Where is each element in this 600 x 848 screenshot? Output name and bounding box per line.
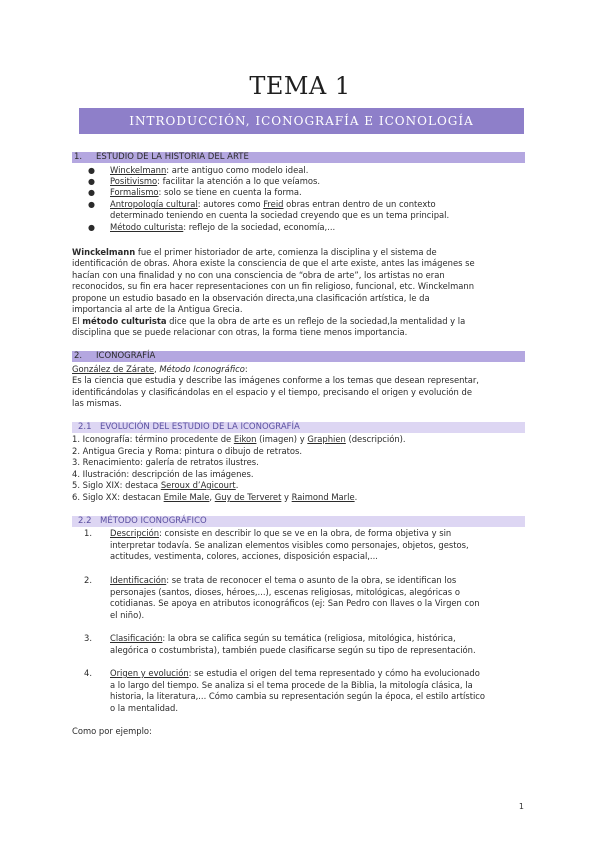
- list-item: 1. Iconografía: término procedente de Eikon (imagen) y Graphien (descripción).: [72, 434, 406, 444]
- page-number: 1: [518, 802, 524, 811]
- method-step-line: cotidianas. Se apoya en atributos iconográficos (ej: San Pedro con llaves o la Virgen con: [110, 598, 480, 608]
- bullet-icon: ●: [88, 166, 95, 175]
- list-item: Positivismo: facilitar la atención a lo que veíamos.: [110, 176, 321, 186]
- list-number: 3.: [84, 633, 92, 643]
- paragraph-line: reconocidos, su fin era hacer representaciones con un fin religioso, funcional, etc. Winckelmann: [72, 281, 475, 291]
- list-item: 4. Ilustración: descripción de las imágenes.: [72, 469, 254, 479]
- list-item: Método culturista: reflejo de la sociedad, economía,...: [110, 222, 336, 232]
- bullet-icon: ●: [88, 200, 95, 209]
- list-item: 3. Renacimiento: galería de retratos ilustres.: [72, 457, 259, 467]
- section-title: ESTUDIO DE LA HISTORIA DEL ARTE: [96, 152, 249, 162]
- section-number: 2.1: [78, 422, 92, 432]
- section-title: EVOLUCIÓN DEL ESTUDIO DE LA ICONOGRAFÍA: [100, 422, 300, 432]
- method-step: Identificación: se trata de reconocer el tema o asunto de la obra, se identifican los: [110, 575, 457, 585]
- section-title: ICONOGRAFÍA: [96, 351, 156, 361]
- method-step: Clasificación: la obra se califica según su temática (religiosa, mitológica, histórica,: [110, 633, 456, 643]
- paragraph-line: hacían con una finalidad y no con una consciencia de “obra de arte”, los artistas no eran: [72, 270, 445, 280]
- list-item: 5. Siglo XIX: destaca Seroux d’Agicourt.: [72, 480, 239, 490]
- paragraph-line: Es la ciencia que estudia y describe las imágenes conforme a los temas que desean representar,: [72, 375, 479, 385]
- section-1-heading: [72, 152, 525, 163]
- list-number: 4.: [84, 668, 92, 678]
- method-step-line: historia, la literatura,... Cómo cambia su representación según la época, el estilo artístico: [110, 691, 486, 701]
- banner-text: INTRODUCCIÓN, ICONOGRAFÍA E ICONOLOGÍA: [129, 114, 474, 128]
- method-step-line: alegórica o costumbrista), también puede clasificarse según su tipo de representación.: [110, 645, 476, 655]
- bullet-icon: ●: [88, 177, 95, 186]
- section-number: 1.: [74, 152, 83, 162]
- method-step: Descripción: consiste en describir lo que se ve en la obra, de forma objetiva y sin: [110, 528, 452, 538]
- list-item: Formalismo: solo se tiene en cuenta la forma.: [110, 187, 302, 197]
- method-step-line: interpretar todavía. Se analizan elementos visibles como personajes, objetos, gestos,: [110, 540, 469, 550]
- section-2-heading: [72, 351, 525, 362]
- section-2-2-heading: [72, 516, 525, 527]
- bullet-icon: ●: [88, 223, 95, 232]
- paragraph-line: propone un estudio basado en la observación directa,una clasificación artística, le da: [72, 293, 430, 303]
- method-step-line: a lo largo del tiempo. Se analiza si el tema procede de la Biblia, la mitología clásica, la: [110, 680, 473, 690]
- section-number: 2.: [74, 351, 83, 361]
- list-item: 2. Antigua Grecia y Roma: pintura o dibujo de retratos.: [72, 446, 303, 456]
- paragraph-line: importancia al arte de la Antigua Grecia.: [72, 304, 243, 314]
- method-step-line: el niño).: [110, 610, 145, 620]
- bullet-icon: ●: [88, 188, 95, 197]
- closing-text: Como por ejemplo:: [72, 726, 152, 736]
- method-step-line: actitudes, vestimenta, colores, acciones, disposición espacial,...: [110, 551, 378, 561]
- list-number: 1.: [84, 528, 92, 538]
- list-number: 2.: [84, 575, 92, 585]
- title-banner: [79, 108, 524, 134]
- paragraph-line: disciplina que se puede relacionar con otras, la forma tiene menos importancia.: [72, 327, 408, 337]
- list-item: 6. Siglo XX: destacan Emile Male, Guy de Terveret y Raimond Marle.: [72, 492, 358, 502]
- section-title: MÉTODO ICONOGRÁFICO: [100, 516, 207, 526]
- method-step-line: personajes (santos, dioses, héroes,...), escenas religiosas, mitológicas, alegóricas o: [110, 587, 460, 597]
- method-step: Origen y evolución: se estudia el origen del tema representado y cómo ha evolucionado: [110, 668, 480, 678]
- paragraph-line: identificación de obras. Ahora existe la consciencia de que el arte existe, antes las imágenes se: [72, 258, 475, 268]
- method-step-line: o la mentalidad.: [110, 703, 179, 713]
- paragraph-line: Winckelmann fue el primer historiador de arte, comienza la disciplina y el sistema de: [72, 247, 437, 257]
- list-item-continuation: determinado teniendo en cuenta la sociedad creyendo que es un tema principal.: [110, 210, 450, 220]
- list-item: Winckelmann: arte antiguo como modelo ideal.: [110, 165, 309, 175]
- list-item: Antropología cultural: autores como Freid obras entran dentro de un contexto: [110, 199, 436, 209]
- paragraph-line: identificándolas y clasificándolas en el espacio y el tiempo, precisando el origen y evolución de: [72, 387, 472, 397]
- document-title: TEMA 1: [249, 72, 351, 100]
- source-citation: González de Zárate, Método Iconográfico:: [72, 364, 248, 374]
- paragraph-line: las mismas.: [72, 398, 122, 408]
- paragraph-line: El método culturista dice que la obra de arte es un reflejo de la sociedad,la mentalidad y la: [72, 316, 466, 326]
- section-number: 2.2: [78, 516, 92, 526]
- section-2-1-heading: [72, 422, 525, 433]
